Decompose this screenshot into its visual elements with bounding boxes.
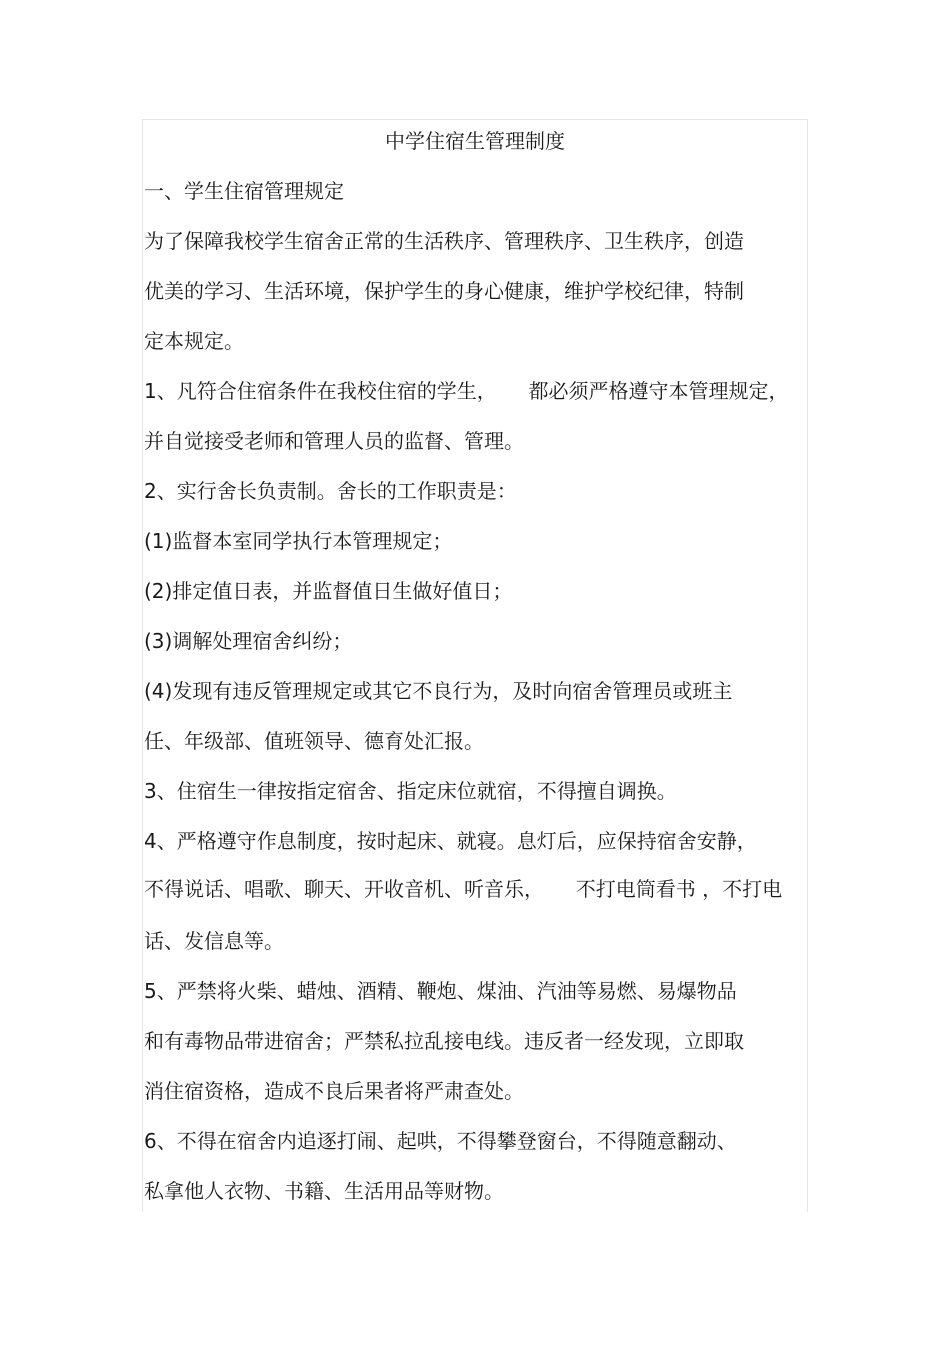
section-heading: 一、学生住宿管理规定 [144,179,344,203]
paragraph-line: 和有毒物品带进宿舍；严禁私拉乱接电线。违反者一经发现，立即取 [144,1029,744,1053]
paragraph-line: 消住宿资格，造成不良后果者将严肃查处。 [144,1079,524,1103]
paragraph-line: 优美的学习、生活环境，保护学生的身心健康，维护学校纪律，特制 [144,279,744,303]
document-title: 中学住宿生管理制度 [385,129,565,153]
sub-item-3: (3)调解处理宿舍纠纷； [144,629,353,653]
sub-item-2: (2)排定值日表，并监督值日生做好值日； [144,579,513,603]
rule-item-5: 5、严禁将火柴、蜡烛、酒精、鞭炮、煤油、汽油等易燃、易爆物品 [144,979,737,1003]
rule-item-3: 3、住宿生一律按指定宿舍、指定床位就宿，不得擅自调换。 [144,779,677,803]
sub-item-1: (1)监督本室同学执行本管理规定； [144,529,453,553]
paragraph-line: 不得说话、唱歌、聊天、开收音机、听音乐， 不打电筒看书 ，不打电 [144,877,783,901]
sub-item-4: (4)发现有违反管理规定或其它不良行为，及时向宿舍管理员或班主 [144,679,733,703]
rule-item-4: 4、严格遵守作息制度，按时起床、就寝。息灯后，应保持宿舍安静， [144,829,757,853]
paragraph-line: 任、年级部、值班领导、德育处汇报。 [144,729,484,753]
rule-item-2: 2、实行舍长负责制。舍长的工作职责是： [144,479,517,503]
paragraph-line: 话、发信息等。 [144,929,284,953]
rule-item-6: 6、不得在宿舍内追逐打闹、起哄，不得攀登窗台，不得随意翻动、 [144,1129,737,1153]
paragraph-line: 为了保障我校学生宿舍正常的生活秩序、管理秩序、卫生秩序，创造 [144,229,744,253]
paragraph-line: 定本规定。 [144,329,244,353]
rule-item-1: 1、凡符合住宿条件在我校住宿的学生， 都必须严格遵守本管理规定， [144,379,789,403]
paragraph-line: 私拿他人衣物、书籍、生活用品等财物。 [144,1179,504,1203]
paragraph-line: 并自觉接受老师和管理人员的监督、管理。 [144,429,524,453]
